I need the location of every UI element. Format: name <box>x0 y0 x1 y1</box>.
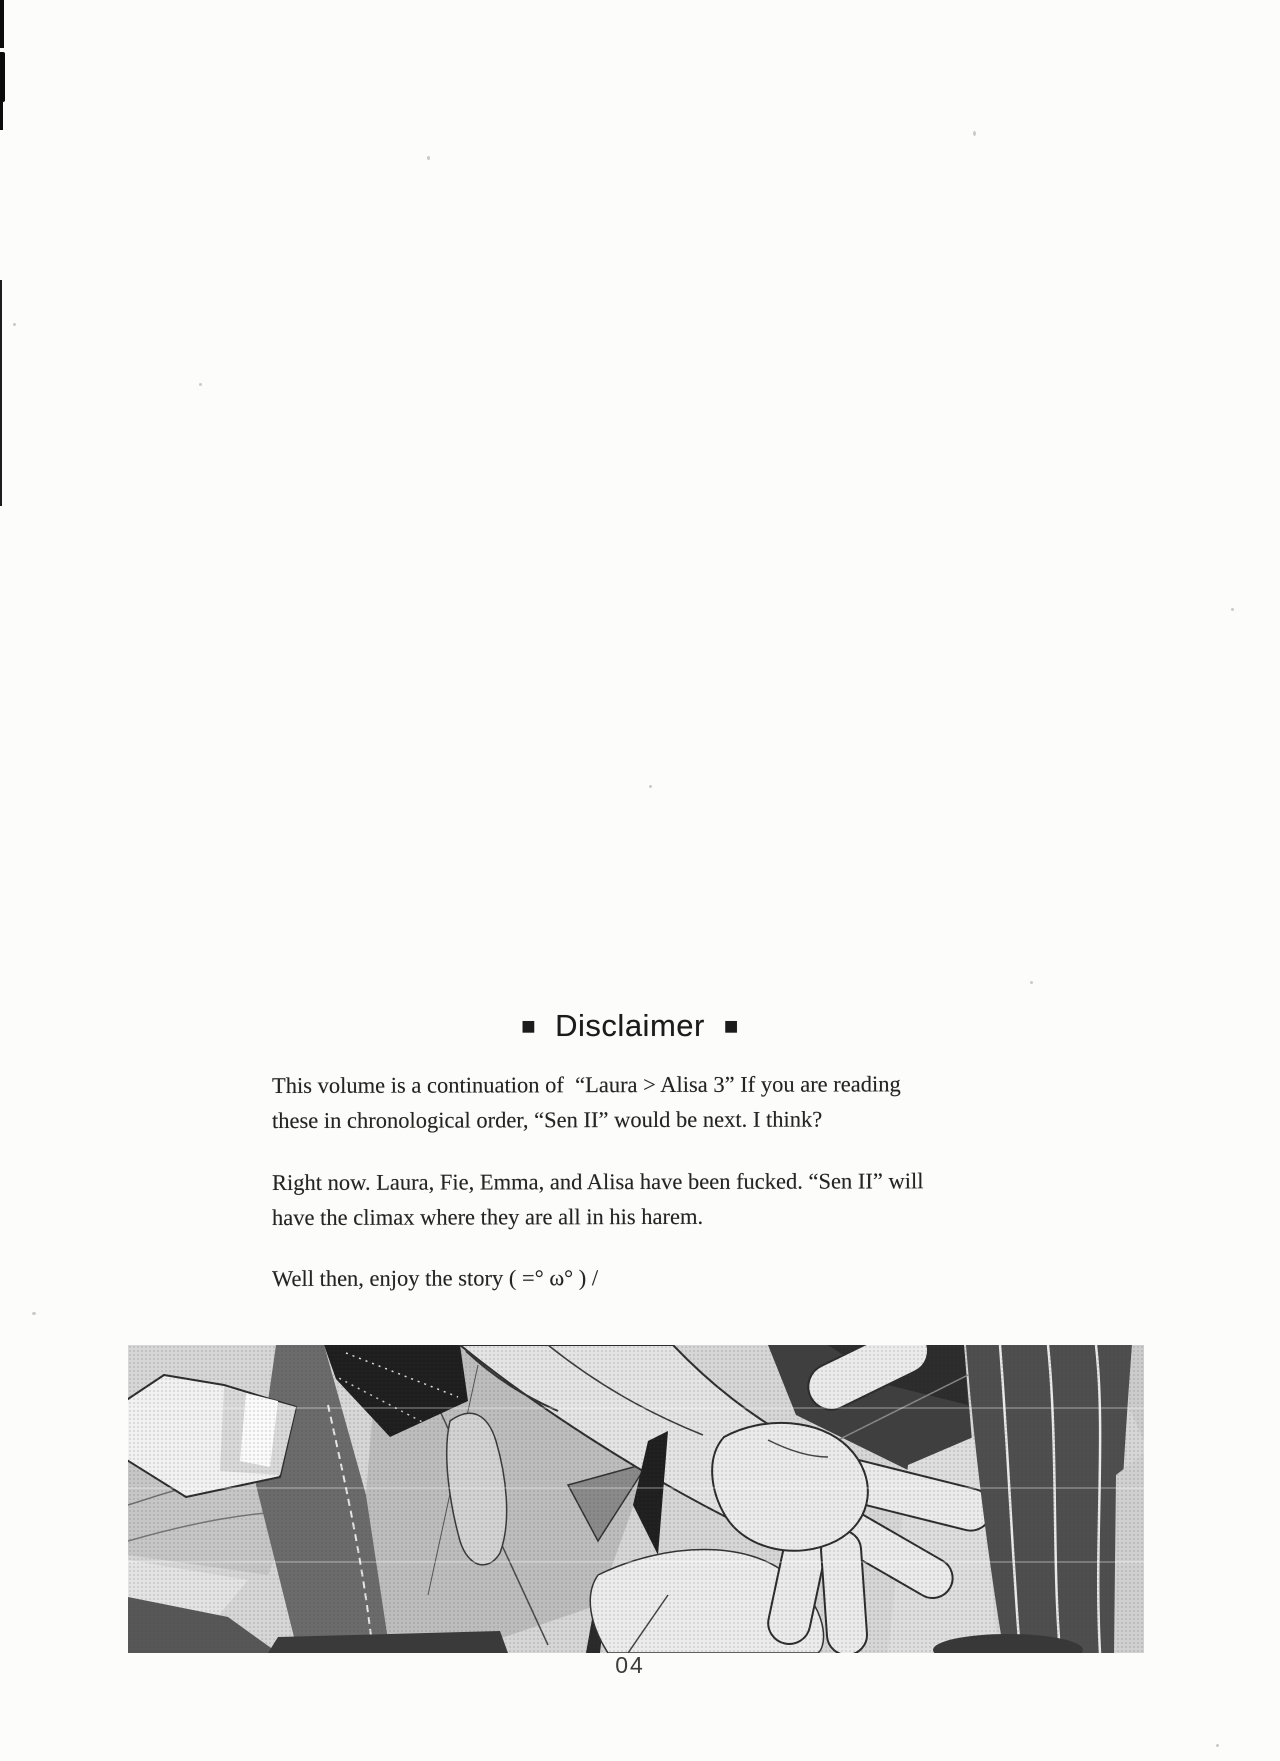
scan-speck <box>973 131 976 136</box>
black-square-icon: ■ <box>723 1013 739 1040</box>
halftone-overlay <box>128 1345 1144 1653</box>
scan-band <box>128 1561 1144 1563</box>
scan-band <box>128 1407 1144 1409</box>
scan-edge-mark <box>0 100 3 130</box>
disclaimer-paragraph1-line2: these in chronological order, “Sen II” would be next. I think? <box>271 1106 823 1133</box>
page-number: 04 <box>615 1652 645 1678</box>
scan-speck <box>427 156 430 160</box>
scan-speck <box>32 1312 36 1315</box>
disclaimer-paragraph1-line1: This volume is a continuation of “Laura > Alisa 3” If you are reading <box>271 1071 901 1098</box>
scan-edge-mark <box>0 0 4 48</box>
disclaimer-paragraph2-line1: Right now. Laura, Fie, Emma, and Alisa have been fucked. “Sen II” will <box>271 1168 924 1195</box>
scan-edge-mark <box>0 280 2 506</box>
scan-band <box>128 1487 1144 1489</box>
disclaimer-heading <box>0 1008 1260 1044</box>
scan-speck <box>649 785 652 788</box>
scan-speck <box>1030 981 1033 984</box>
scan-speck <box>13 323 16 326</box>
disclaimer-paragraph3-line1: Well then, enjoy the story ( =° ω° ) / <box>271 1265 599 1291</box>
scan-edge-mark <box>0 52 5 102</box>
illustration-svg <box>128 1345 1144 1653</box>
scan-speck <box>1231 608 1234 611</box>
disclaimer-heading-label: Disclaimer <box>555 1008 705 1043</box>
scan-speck <box>199 383 202 386</box>
illustration <box>128 1345 1144 1653</box>
scan-speck <box>1216 1744 1219 1747</box>
disclaimer-paragraph2-line2: have the climax where they are all in his harem. <box>271 1203 704 1230</box>
black-square-icon: ■ <box>521 1013 537 1040</box>
